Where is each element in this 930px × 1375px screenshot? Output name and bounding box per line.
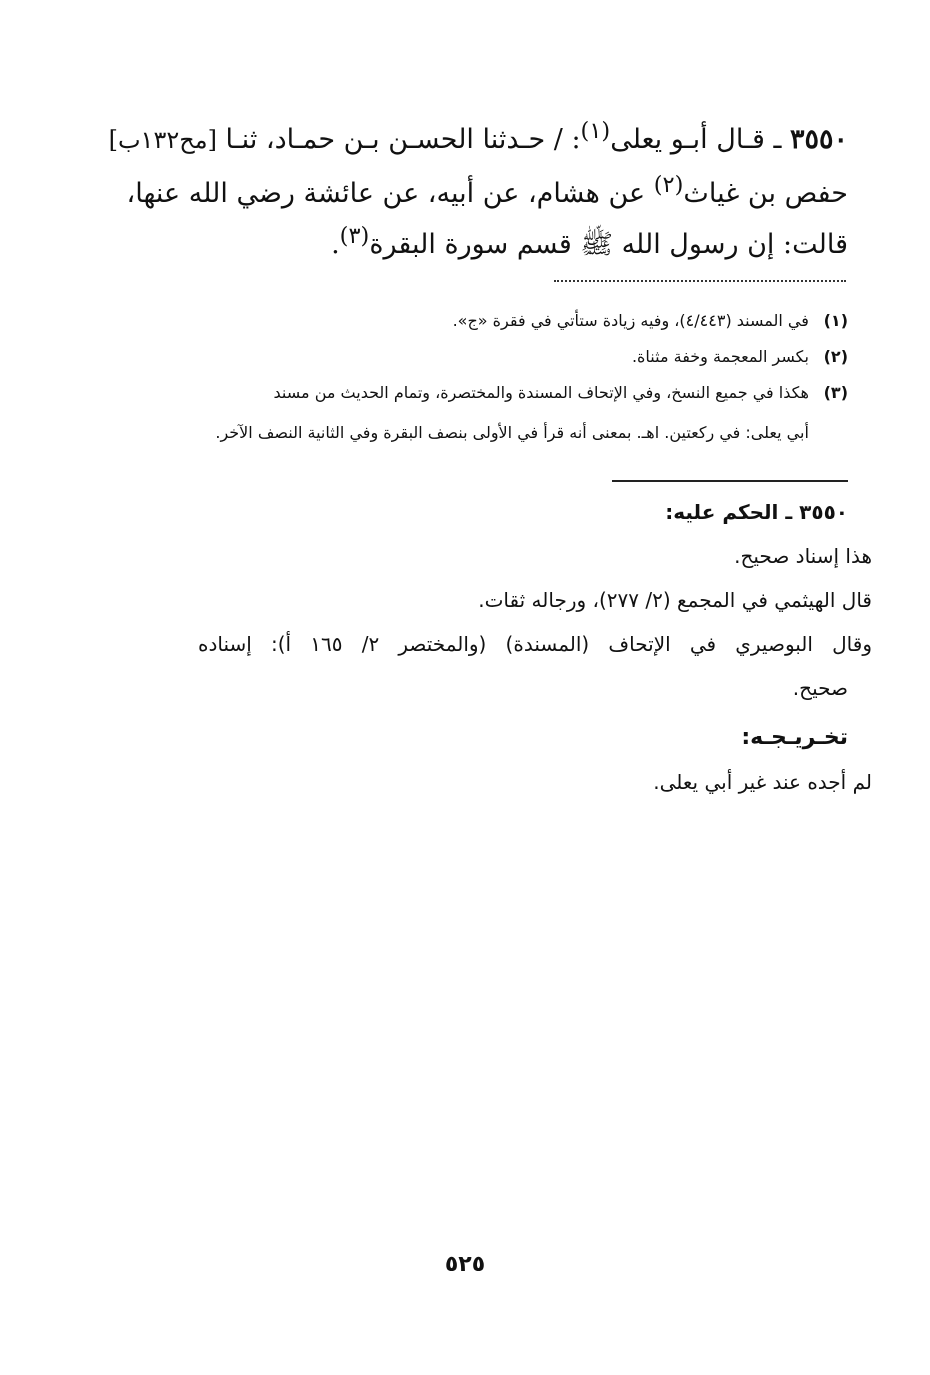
ruling-heading: ٣٥٥٠ ـ الحكم عليه: bbox=[665, 500, 848, 524]
footnote-3-continued bbox=[118, 418, 848, 448]
footnote-text: أبي يعلى: في ركعتين. اهـ. بمعنى أنه قرأ في الأولى بنصف البقرة وفي الثانية النصف الآخر. bbox=[215, 423, 809, 442]
footnote-text: بكسر المعجمة وخفة مثناة. bbox=[631, 347, 809, 366]
footnote-ref-2: (٢) bbox=[653, 172, 684, 198]
takhrij-text: لم أجده عند غير أبي يعلى. bbox=[653, 770, 872, 794]
section-rule bbox=[612, 480, 848, 482]
ruling-line: قال الهيثمي في المجمع (٢/ ٢٧٧)، ورجاله ثقات. bbox=[478, 588, 872, 612]
hadith-text: عن هشام، عن أبيه، عن عائشة رضي الله عنها، bbox=[126, 178, 654, 209]
ruling-line: صحيح. bbox=[792, 676, 848, 700]
ruling-line: وقال البوصيري في الإتحاف (المسندة) (والمختصر ٢/ ١٦٥ أ): إسناده bbox=[198, 632, 872, 656]
footnote-1 bbox=[118, 306, 848, 336]
footnote-separator bbox=[554, 280, 846, 282]
hadith-text: قالت: إن رسول الله ﷺ قسم سورة البقرة bbox=[369, 229, 848, 260]
footnote-number: (١) bbox=[823, 311, 848, 330]
footnote-ref-3: (٣) bbox=[339, 223, 370, 249]
footnote-number: (٢) bbox=[823, 347, 848, 366]
hadith-text: ـ قـال أبـو يعلى bbox=[610, 124, 782, 155]
footnote-ref-1: (١) bbox=[580, 118, 611, 144]
footnote-text: هكذا في جميع النسخ، وفي الإتحاف المسندة والمختصرة، وتمام الحديث من مسند bbox=[273, 383, 809, 402]
hadith-text: . bbox=[331, 229, 340, 260]
page-number: ٥٢٥ bbox=[444, 1252, 486, 1277]
footnote-2 bbox=[118, 342, 848, 372]
hadith-line-3 bbox=[30, 209, 848, 272]
takhrij-heading: تخـريـجـه: bbox=[741, 725, 848, 750]
footnote-text: في المسند (٤/٤٤٣)، وفيه زيادة ستأتي في فقرة «ج». bbox=[452, 311, 809, 330]
hadith-number: ٣٥٥٠ bbox=[789, 124, 848, 155]
hadith-text: : / حـدثنا الحسـن بـن حمـاد، ثنـا bbox=[225, 124, 581, 155]
footnote-3 bbox=[118, 378, 848, 408]
ruling-line: هذا إسناد صحيح. bbox=[734, 544, 872, 568]
manuscript-margin-note: [مح١٣٢ب] bbox=[108, 126, 217, 154]
footnote-number: (٣) bbox=[823, 383, 848, 402]
hadith-text: حفص بن غياث bbox=[683, 178, 848, 209]
